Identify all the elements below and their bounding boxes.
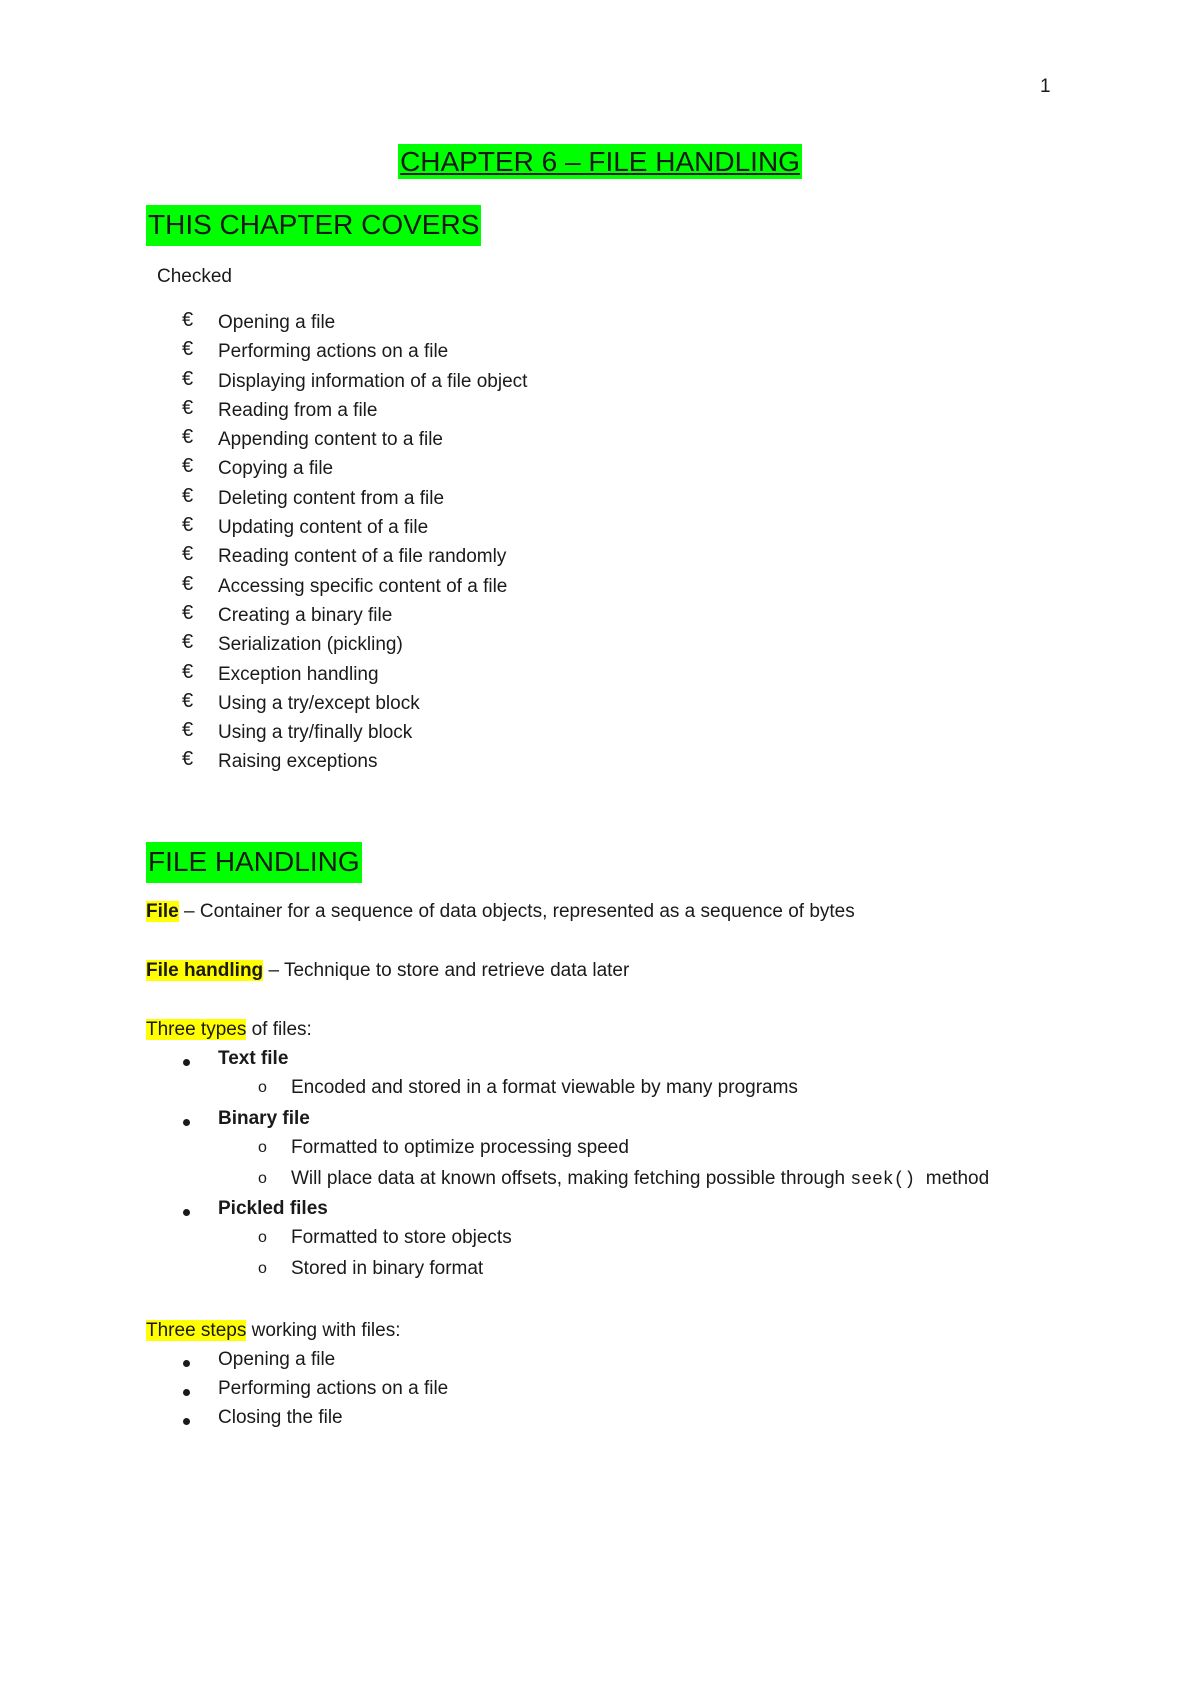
- covers-list-item-text: Raising exceptions: [218, 751, 378, 773]
- covers-list-item-text: Displaying information of a file object: [218, 370, 528, 392]
- type-text-file: Text file: [218, 1048, 289, 1069]
- text-file-sub-1: Encoded and stored in a format viewable by many programs: [291, 1077, 798, 1098]
- euro-bullet-icon: €: [182, 396, 194, 419]
- types-lead-highlight: Three types: [146, 1019, 247, 1040]
- seek-method-code: seek(): [850, 1170, 916, 1190]
- sub-bullet-icon: o: [258, 1170, 267, 1187]
- pickled-files-sub-2: Stored in binary format: [291, 1258, 484, 1279]
- covers-list-item-text: Reading from a file: [218, 399, 378, 421]
- covers-list-item-text: Appending content to a file: [218, 429, 444, 451]
- steps-lead-highlight: Three steps: [146, 1320, 247, 1341]
- euro-bullet-icon: €: [182, 426, 194, 449]
- covers-list-item-text: Using a try/finally block: [218, 722, 413, 744]
- section-heading-file-handling: [146, 846, 362, 878]
- euro-bullet-icon: €: [182, 601, 194, 624]
- bullet-icon: [183, 1059, 190, 1066]
- euro-bullet-icon: €: [182, 484, 194, 507]
- steps-lead: [146, 1320, 401, 1342]
- bullet-icon: [183, 1360, 190, 1367]
- type-pickled-files: Pickled files: [218, 1198, 328, 1219]
- covers-list-item-text: Accessing specific content of a file: [218, 575, 508, 597]
- euro-bullet-icon: €: [182, 660, 194, 683]
- bullet-icon: [183, 1418, 190, 1425]
- euro-bullet-icon: €: [182, 572, 194, 595]
- binary-file-sub-2: [291, 1168, 989, 1190]
- covers-list-item-text: Updating content of a file: [218, 517, 429, 539]
- covers-list-item-text: Using a try/except block: [218, 692, 420, 714]
- euro-bullet-icon: €: [182, 309, 194, 331]
- sub-bullet-icon: o: [258, 1229, 267, 1246]
- types-lead: [146, 1019, 312, 1041]
- binary-file-sub-2-post: method: [915, 1168, 990, 1189]
- section-heading-covers: [146, 209, 481, 241]
- page-number: 1: [1040, 76, 1051, 97]
- chapter-title: [0, 146, 1200, 178]
- step-item: Opening a file: [218, 1349, 336, 1370]
- euro-bullet-icon: €: [182, 631, 194, 654]
- covers-list-item-text: Deleting content from a file: [218, 487, 445, 509]
- covers-list-item-text: Serialization (pickling): [218, 634, 403, 656]
- binary-file-sub-2-pre: Will place data at known offsets, making fetching possible through: [291, 1168, 851, 1189]
- covers-list-item-text: Reading content of a file randomly: [218, 546, 507, 568]
- euro-bullet-icon: €: [182, 514, 194, 537]
- euro-bullet-icon: €: [182, 543, 194, 566]
- sub-bullet-icon: o: [258, 1139, 267, 1156]
- type-binary-file: Binary file: [218, 1108, 310, 1129]
- covers-list-item-text: Exception handling: [218, 663, 379, 685]
- covers-list-item-text: Performing actions on a file: [218, 341, 449, 363]
- bullet-icon: [183, 1119, 190, 1126]
- section-heading-file-handling-text: FILE HANDLING: [146, 842, 362, 883]
- covers-list-item-text: Opening a file: [218, 312, 336, 333]
- file-term: File: [146, 901, 179, 922]
- section-heading-covers-text: THIS CHAPTER COVERS: [146, 205, 481, 246]
- bullet-icon: [183, 1389, 190, 1396]
- steps-lead-rest: working with files:: [246, 1320, 401, 1341]
- euro-bullet-icon: €: [182, 719, 194, 742]
- euro-bullet-icon: €: [182, 748, 194, 771]
- covers-list-item-text: Copying a file: [218, 458, 334, 480]
- file-handling-definition: [146, 960, 629, 982]
- step-item: Performing actions on a file: [218, 1378, 449, 1399]
- step-item: Closing the file: [218, 1407, 343, 1428]
- binary-file-sub-1: Formatted to optimize processing speed: [291, 1137, 629, 1158]
- euro-bullet-icon: €: [182, 367, 194, 390]
- euro-bullet-icon: €: [182, 338, 194, 361]
- bullet-icon: [183, 1209, 190, 1216]
- covers-list-item-text: Creating a binary file: [218, 604, 393, 626]
- chapter-title-text: CHAPTER 6 – FILE HANDLING: [400, 146, 800, 177]
- types-lead-rest: of files:: [246, 1019, 312, 1040]
- euro-bullet-icon: €: [182, 689, 194, 712]
- checked-label: Checked: [157, 266, 232, 287]
- pickled-files-sub-1: Formatted to store objects: [291, 1227, 512, 1248]
- file-definition-text: – Container for a sequence of data objects, represented as a sequence of bytes: [178, 901, 855, 922]
- sub-bullet-icon: o: [258, 1079, 267, 1096]
- file-handling-definition-text: – Technique to store and retrieve data later: [263, 960, 630, 981]
- euro-bullet-icon: €: [182, 455, 194, 478]
- file-definition: [146, 901, 855, 923]
- file-handling-term: File handling: [146, 960, 264, 981]
- sub-bullet-icon: o: [258, 1260, 267, 1277]
